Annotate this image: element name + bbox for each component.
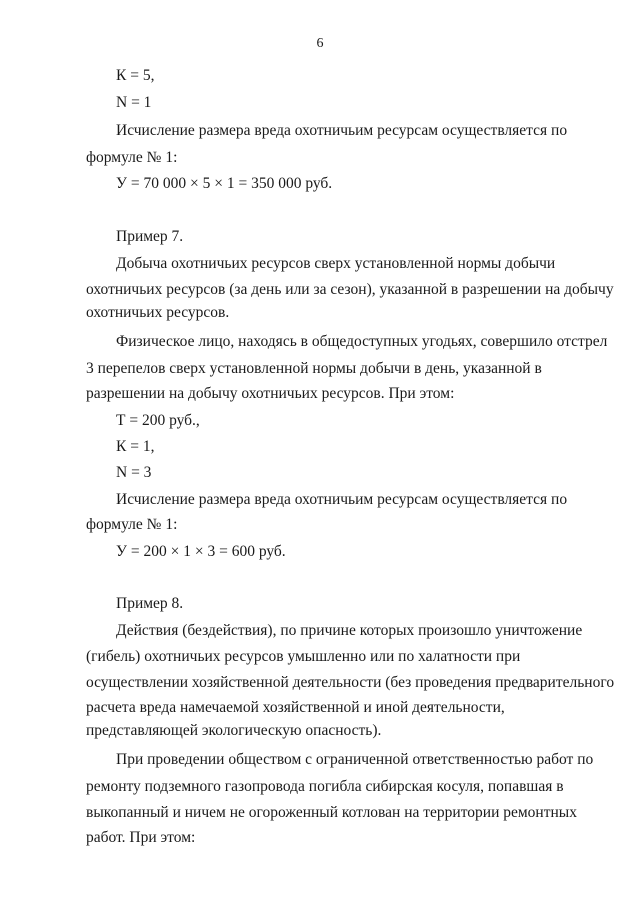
case-paragraph-line: Физическое лицо, находясь в общедоступных угодьях, совершило отстрел xyxy=(116,333,608,350)
example-paragraph-line: представляющей экологическую опасность). xyxy=(86,722,382,739)
example-heading: Пример 8. xyxy=(116,595,184,612)
page-number: 6 xyxy=(316,36,324,51)
case-paragraph-line: выкопанный и ничем не огороженный котлован на территории ремонтных xyxy=(86,804,577,821)
calc-text-line2: формуле № 1: xyxy=(86,516,178,533)
formula-t: Т = 200 руб., xyxy=(116,412,200,429)
result-formula: У = 70 000 × 5 × 1 = 350 000 руб. xyxy=(116,175,333,192)
example-paragraph-line: осуществлении хозяйственной деятельности (без проведения предварительного xyxy=(86,674,615,691)
calc-text-line2: формуле № 1: xyxy=(86,149,178,166)
formula-k: К = 5, xyxy=(116,67,155,84)
case-paragraph-line: работ. При этом: xyxy=(86,829,196,846)
example-paragraph-line: Добыча охотничьих ресурсов сверх установленной нормы добычи xyxy=(116,255,556,272)
calc-text-line1: Исчисление размера вреда охотничьим ресурсам осуществляется по xyxy=(116,122,568,139)
formula-k: К = 1, xyxy=(116,438,155,455)
example-paragraph-line: охотничьих ресурсов (за день или за сезон), указанной в разрешении на добычу xyxy=(86,281,614,298)
calc-text-line1: Исчисление размера вреда охотничьим ресурсам осуществляется по xyxy=(116,491,568,508)
case-paragraph-line: ремонту подземного газопровода погибла сибирская косуля, попавшая в xyxy=(86,778,564,795)
case-paragraph-line: При проведении обществом с ограниченной ответственностью работ по xyxy=(116,751,594,768)
formula-n: N = 1 xyxy=(116,94,152,111)
case-paragraph-line: 3 перепелов сверх установленной нормы добычи в день, указанной в xyxy=(86,360,542,377)
formula-n: N = 3 xyxy=(116,464,152,481)
example-paragraph-line: Действия (бездействия), по причине которых произошло уничтожение xyxy=(116,622,583,639)
example-paragraph-line: расчета вреда намечаемой хозяйственной и иной деятельности, xyxy=(86,699,505,716)
example-paragraph-line: (гибель) охотничьих ресурсов умышленно или по халатности при xyxy=(86,648,521,665)
result-formula: У = 200 × 1 × 3 = 600 руб. xyxy=(116,543,286,560)
example-paragraph-line: охотничьих ресурсов. xyxy=(86,304,230,321)
example-heading: Пример 7. xyxy=(116,228,184,245)
case-paragraph-line: разрешении на добычу охотничьих ресурсов. При этом: xyxy=(86,385,455,402)
